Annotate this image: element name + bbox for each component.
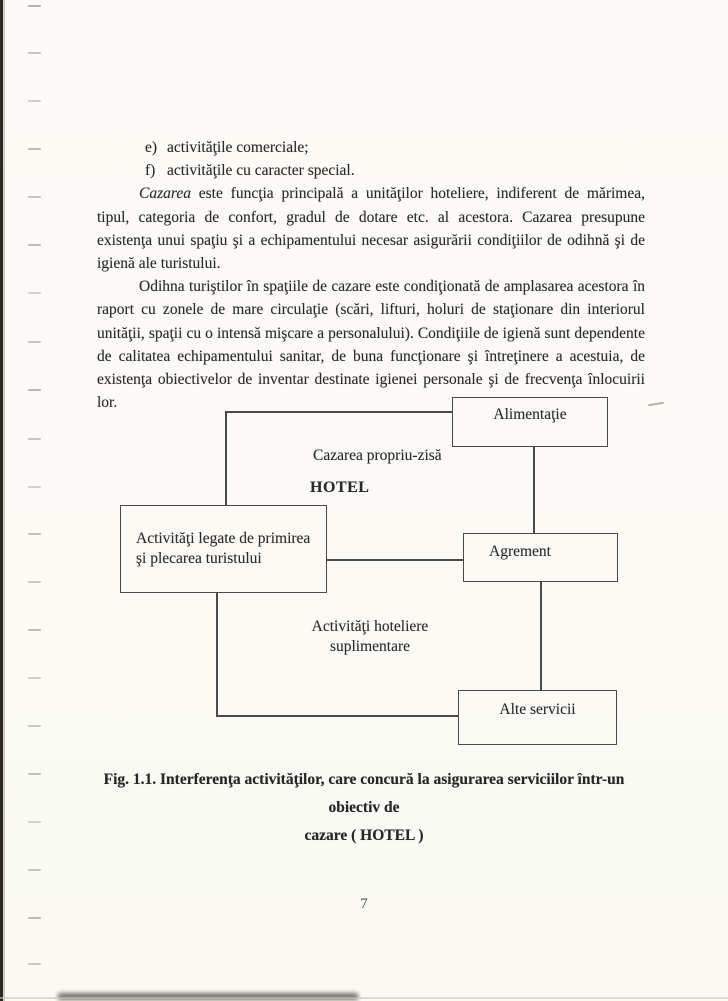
margin-mark bbox=[28, 963, 41, 965]
margin-mark bbox=[28, 486, 41, 488]
diagram-box-alimentatie bbox=[452, 397, 608, 447]
box-label: Alimentaţie bbox=[493, 406, 567, 423]
box-label-line1: Activităţi legate de primirea bbox=[136, 530, 311, 547]
diagram-box-primire bbox=[120, 505, 327, 593]
margin-mark bbox=[28, 438, 41, 440]
paragraph-odihna: Odihna turiştilor în spaţiile de cazare este condiţionată de amplasarea acestora în raport cu zonele de mare circulaţie (scări, lifturi, holuri de staţionare din interiorul unităţii, spaţii cu o intensă mişcare a personalului). Condiţiile de igienă sunt dependente de calitatea echipamentului sanitar, de buna funcţionare şi întreţinere a acestuia, de existenţa obiectivelor de inventar destinate igienei personale şi de frecvenţa înlocuirii lor. bbox=[97, 278, 645, 412]
figure-caption bbox=[90, 766, 638, 850]
margin-mark bbox=[28, 773, 41, 775]
connector-hotel-primire bbox=[225, 411, 227, 505]
connector-primire-agrement bbox=[327, 559, 463, 561]
label-line2: suplimentare bbox=[329, 638, 411, 655]
connector-hotel-alimentatie bbox=[225, 411, 452, 413]
caption-line2: cazare ( HOTEL ) bbox=[304, 827, 424, 844]
margin-mark bbox=[28, 533, 41, 535]
connector-agrement-alte bbox=[540, 582, 542, 690]
body-text bbox=[97, 136, 645, 414]
margin-mark bbox=[28, 581, 41, 583]
margin-mark bbox=[28, 100, 41, 102]
diagram-box-alte-servicii bbox=[458, 690, 617, 745]
paragraph-lead-italic: Cazarea bbox=[139, 185, 191, 203]
stray-pen-mark bbox=[648, 402, 664, 407]
margin-mark bbox=[28, 869, 41, 871]
list-item-e bbox=[97, 136, 645, 159]
diagram-label-hotel: HOTEL bbox=[310, 479, 370, 496]
list-marker: e) bbox=[145, 139, 158, 156]
scan-bottom-edge bbox=[0, 997, 728, 999]
label-line1: Activităţi hoteliere bbox=[311, 618, 429, 635]
paragraph-cazarea bbox=[97, 182, 645, 275]
margin-mark bbox=[28, 389, 41, 391]
caption-line1: Fig. 1.1. Interferenţa activităţilor, care concură la asigurarea serviciilor într-un obiectiv de bbox=[103, 771, 625, 816]
box-label-line2: şi plecarea turistului bbox=[136, 550, 262, 567]
margin-mark bbox=[28, 917, 41, 919]
diagram-label-cazarea-propriu-zisa: Cazarea propriu-zisă bbox=[313, 447, 442, 464]
page-number: 7 bbox=[360, 896, 368, 912]
list-text: activităţile cu caracter special. bbox=[167, 162, 355, 180]
margin-mark bbox=[28, 196, 41, 198]
paragraph-text: este funcţia principală a unităţilor hoteliere, indiferent de mărimea, tipul, categoria de confort, gradul de dotare etc. al acestora. Cazarea presupune existenţa unui spaţiu şi a echipamentului necesar asigurării condiţiilor de odihnă şi de igienă ale turistului. bbox=[97, 185, 645, 273]
margin-mark bbox=[28, 52, 41, 54]
list-text: activităţile comerciale; bbox=[167, 139, 309, 156]
margin-mark bbox=[28, 341, 41, 343]
margin-mark bbox=[28, 677, 41, 679]
margin-mark bbox=[28, 244, 41, 246]
margin-mark bbox=[28, 5, 41, 7]
box-label: Alte servicii bbox=[499, 701, 576, 718]
diagram-box-agrement bbox=[463, 533, 618, 582]
box-label: Agrement bbox=[489, 543, 551, 560]
margin-mark bbox=[28, 629, 41, 631]
margin-mark bbox=[28, 725, 41, 727]
margin-mark bbox=[28, 148, 41, 150]
list-item-f bbox=[97, 159, 645, 182]
margin-mark bbox=[28, 292, 41, 294]
margin-mark bbox=[28, 821, 41, 823]
connector-primire-alte-vertical bbox=[216, 593, 218, 717]
connector-alimentatie-agrement bbox=[533, 447, 535, 533]
list-marker: f) bbox=[145, 162, 156, 180]
diagram-label-activitati-suplimentare bbox=[275, 617, 465, 657]
connector-primire-alte-horizontal bbox=[216, 715, 458, 717]
scan-edge-left-light bbox=[3, 0, 5, 1001]
